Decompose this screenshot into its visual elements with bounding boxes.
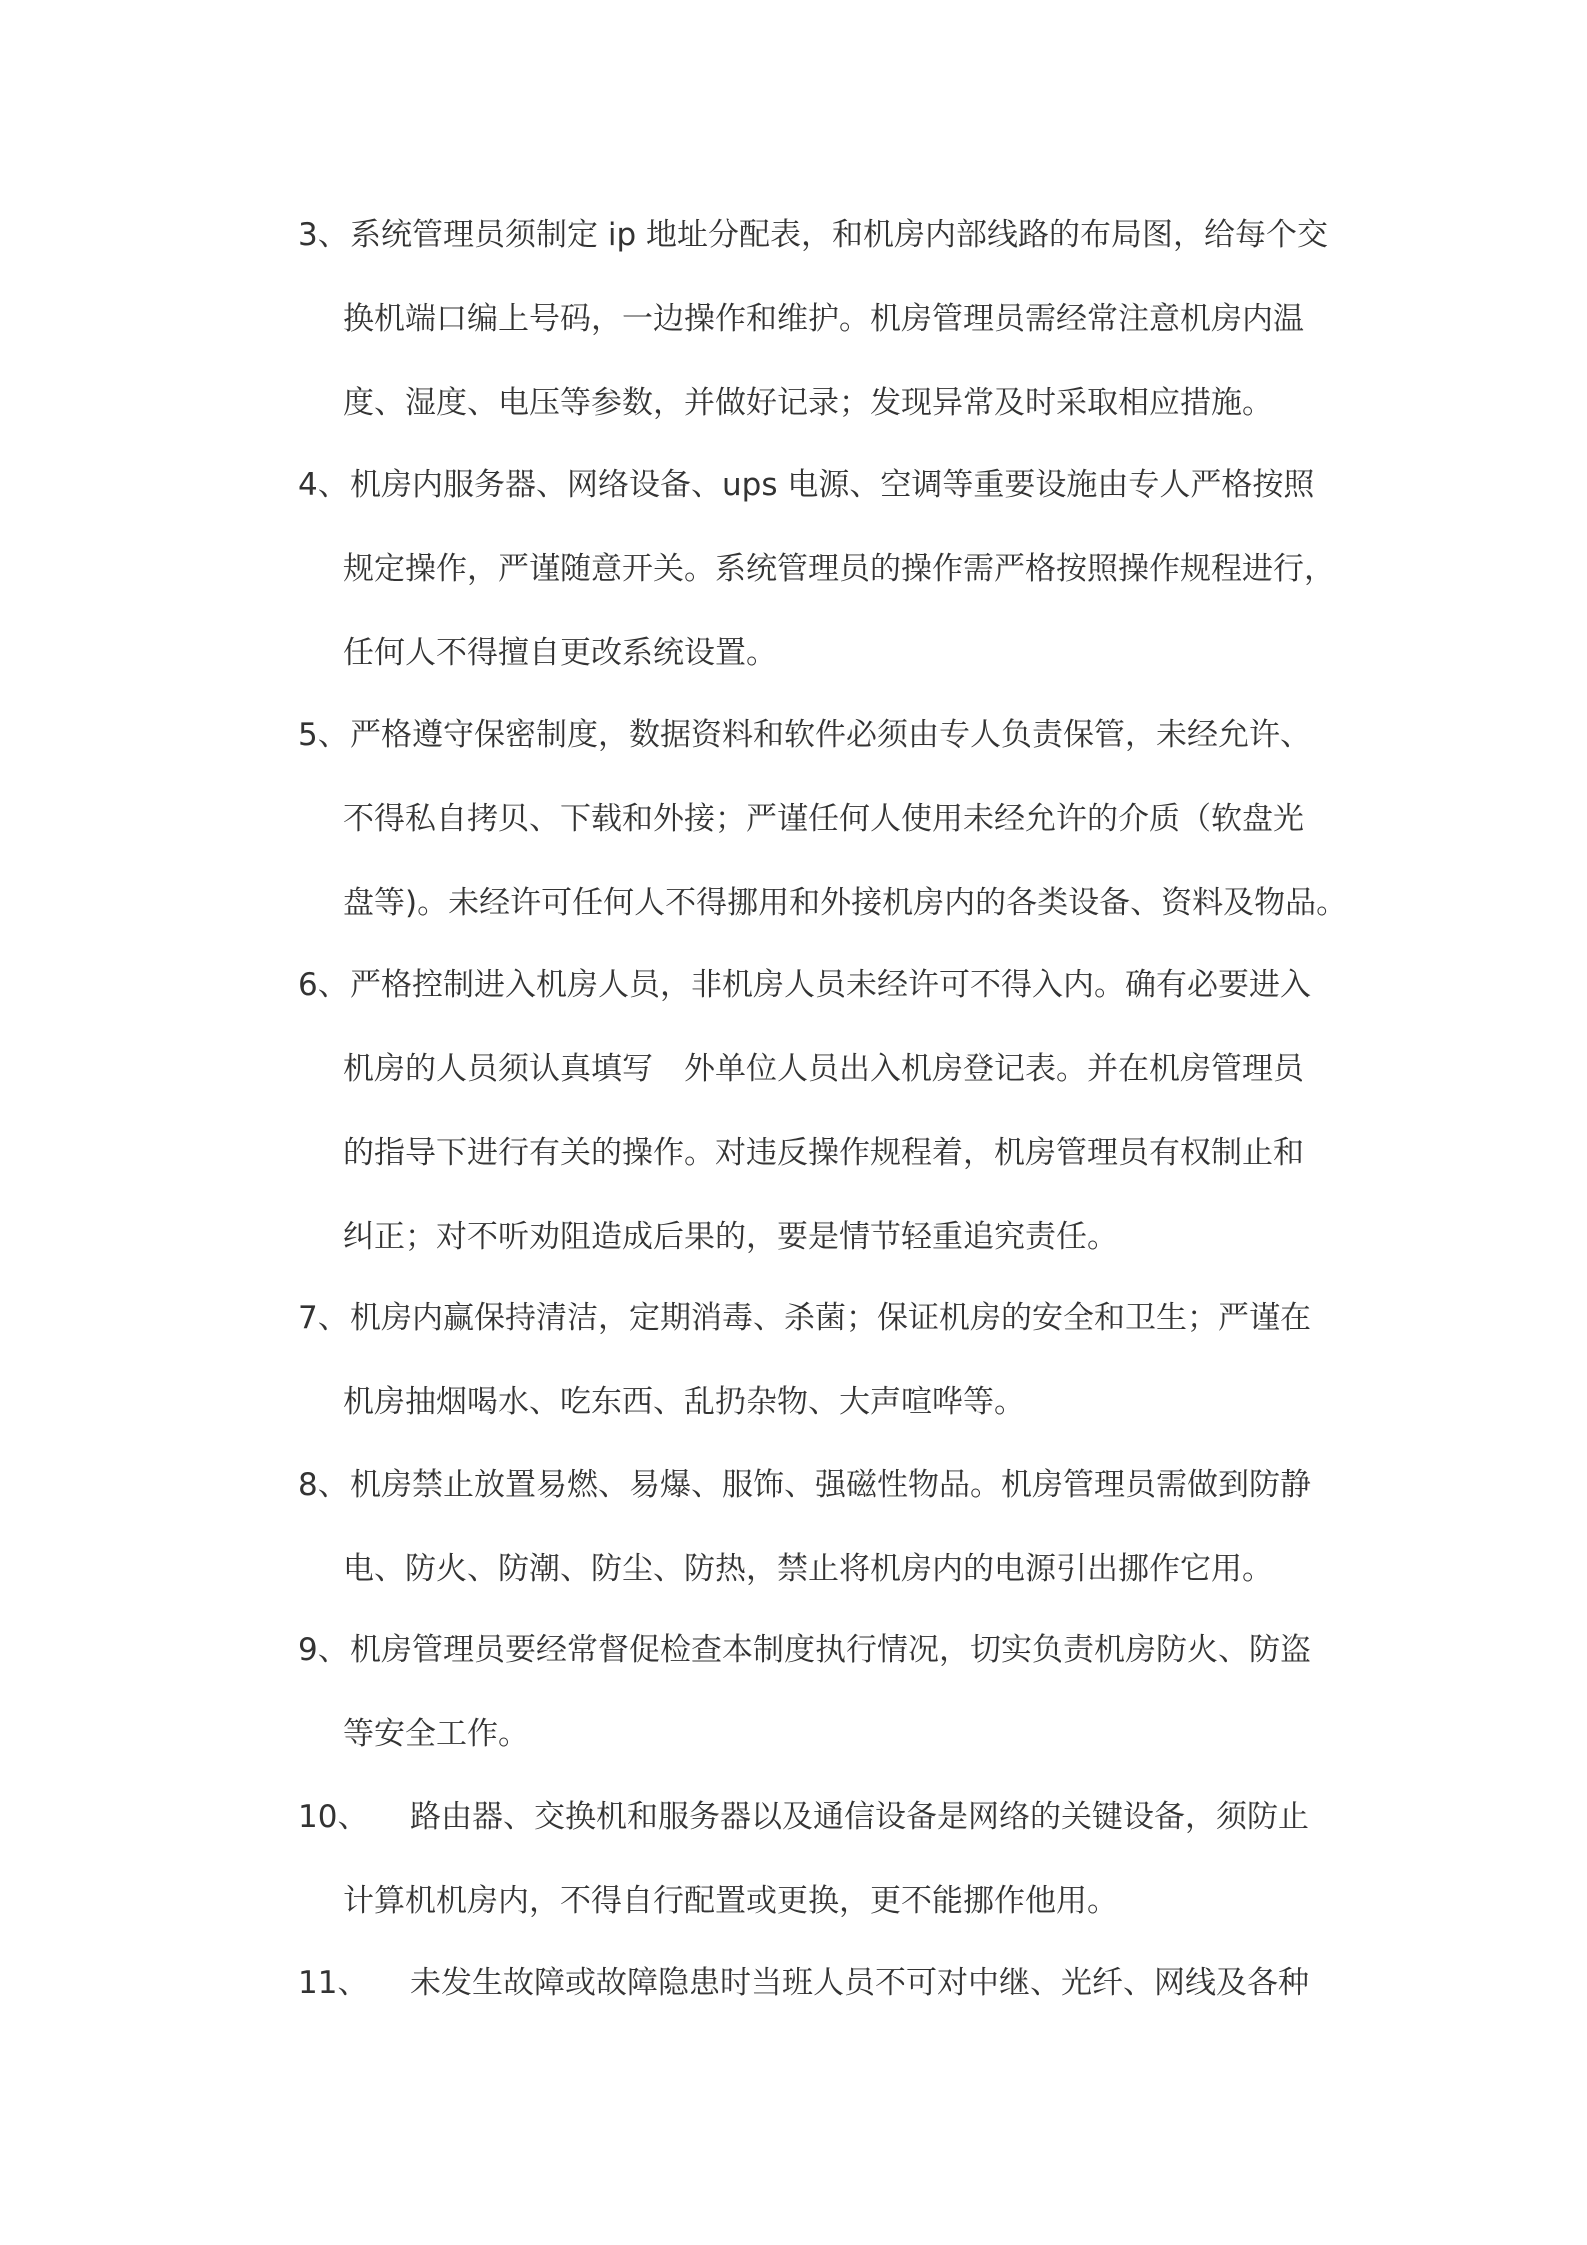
item-text-line: 电、防火、防潮、防尘、防热，禁止将机房内的电源引出挪作它用。: [343, 1551, 1273, 1587]
item-number: 5、: [298, 717, 349, 753]
item-text-line: 不得私自拷贝、下载和外接；严谨任何人使用未经允许的介质（软盘光: [343, 801, 1304, 837]
item-text-line: 机房抽烟喝水、吃东西、乱扔杂物、大声喧哗等。: [343, 1384, 1025, 1420]
item-text-line: 等安全工作。: [343, 1716, 529, 1752]
item-text-line: 机房内服务器、网络设备、ups 电源、空调等重要设施由专人严格按照: [350, 467, 1315, 503]
item-text-line: 盘等)。未经许可任何人不得挪用和外接机房内的各类设备、资料及物品。: [343, 885, 1348, 921]
item-text-line: 机房管理员要经常督促检查本制度执行情况，切实负责机房防火、防盗: [350, 1632, 1311, 1668]
item-text-line: 机房禁止放置易燃、易爆、服饰、强磁性物品。机房管理员需做到防静: [350, 1467, 1311, 1503]
item-text-line: 路由器、交换机和服务器以及通信设备是网络的关键设备，须防止: [410, 1799, 1309, 1835]
item-text-line: 计算机机房内，不得自行配置或更换，更不能挪作他用。: [343, 1883, 1118, 1919]
item-number: 8、: [298, 1467, 349, 1503]
item-text-line: 未发生故障或故障隐患时当班人员不可对中继、光纤、网线及各种: [410, 1965, 1309, 2001]
item-text-line: 系统管理员须制定 ip 地址分配表，和机房内部线路的布局图，给每个交: [350, 217, 1328, 253]
item-number: 7、: [298, 1300, 349, 1336]
item-text-line: 机房的人员须认真填写 外单位人员出入机房登记表。并在机房管理员: [343, 1051, 1304, 1087]
item-text-line: 严格控制进入机房人员，非机房人员未经许可不得入内。确有必要进入: [350, 967, 1311, 1003]
item-number: 4、: [298, 467, 349, 503]
item-text-line: 规定操作，严谨随意开关。系统管理员的操作需严格按照操作规程进行，: [343, 551, 1335, 587]
item-number: 11、: [298, 1965, 369, 2001]
item-number: 10、: [298, 1799, 369, 1835]
item-number: 6、: [298, 967, 349, 1003]
item-text-line: 换机端口编上号码，一边操作和维护。机房管理员需经常注意机房内温: [343, 301, 1304, 337]
item-text-line: 的指导下进行有关的操作。对违反操作规程着，机房管理员有权制止和: [343, 1135, 1304, 1171]
item-number: 3、: [298, 217, 349, 253]
item-text-line: 度、湿度、电压等参数，并做好记录；发现异常及时采取相应措施。: [343, 385, 1273, 421]
item-number: 9、: [298, 1632, 349, 1668]
item-text-line: 机房内赢保持清洁，定期消毒、杀菌；保证机房的安全和卫生；严谨在: [350, 1300, 1311, 1336]
item-text-line: 纠正；对不听劝阻造成后果的，要是情节轻重追究责任。: [343, 1219, 1118, 1255]
item-text-line: 严格遵守保密制度，数据资料和软件必须由专人负责保管，未经允许、: [350, 717, 1311, 753]
item-text-line: 任何人不得擅自更改系统设置。: [343, 635, 777, 671]
